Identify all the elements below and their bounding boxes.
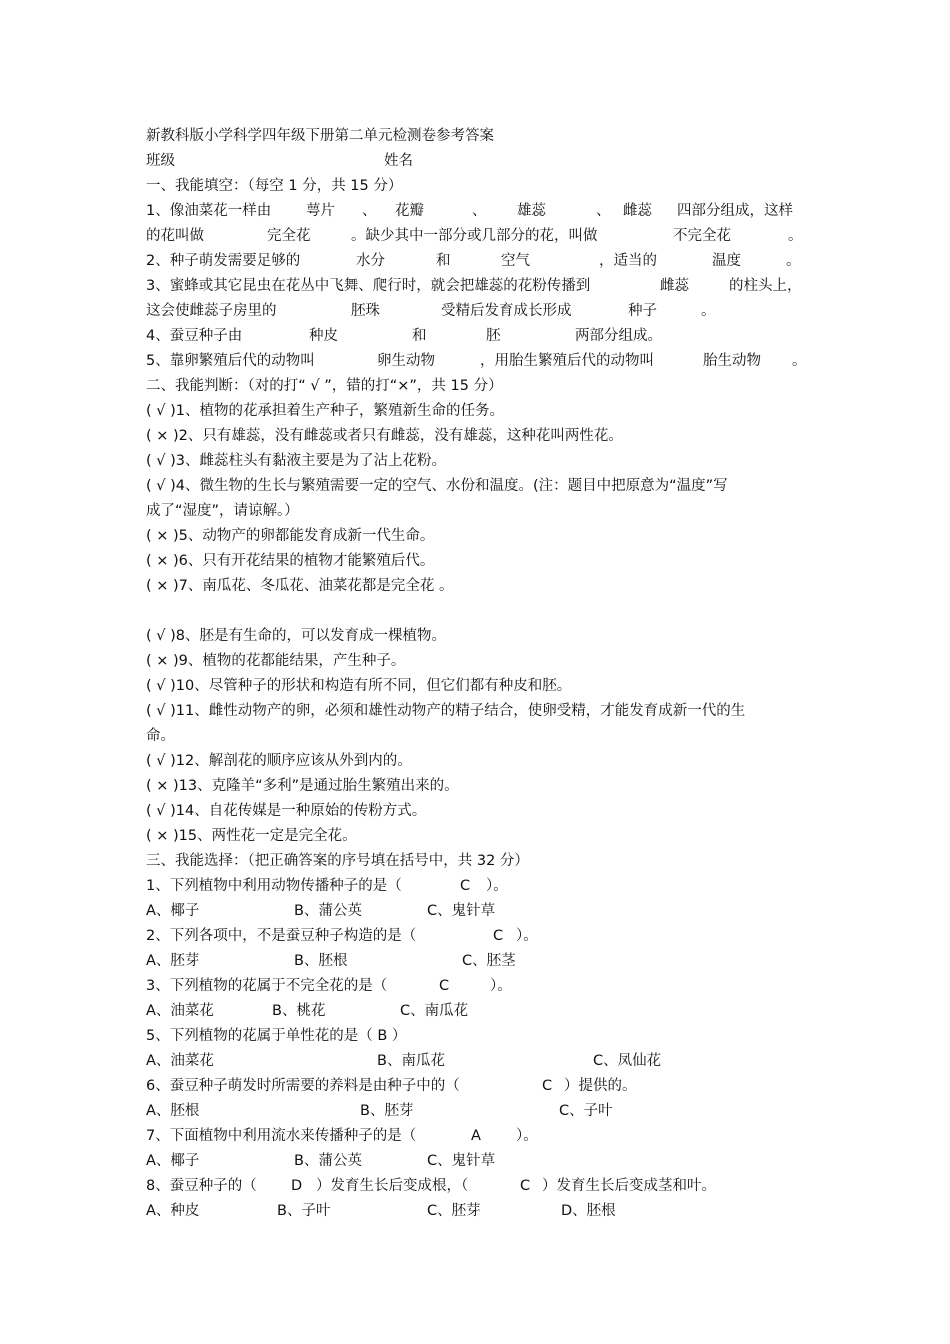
choice-answer: C (493, 928, 504, 944)
choice-answer: C (542, 1078, 553, 1094)
judge-text: ( × )9、植物的花都能结果，产生种子。 (146, 653, 406, 669)
choice-option: C、鬼针草 (427, 1153, 496, 1169)
judge-text: ( × )13、克隆羊“多利”是通过胎生繁殖出来的。 (146, 778, 459, 794)
judge-text: ( √ )12、解剖花的顺序应该从外到内的。 (146, 753, 412, 769)
q1-answer-complete: 完全花 (267, 228, 311, 244)
judge-item (146, 774, 816, 799)
q2-answer-water: 水分 (356, 253, 385, 269)
judge-item (146, 799, 816, 824)
q2-text: 和 (436, 253, 451, 269)
judge-text: 成了“湿度”，请谅解。） (146, 503, 299, 519)
choice-option: C、胚茎 (462, 953, 516, 969)
choice-option: A、胚根 (146, 1103, 200, 1119)
choice-question: 2、下列各项中，不是蚕豆种子构造的是（ (146, 928, 417, 944)
q3-text: 受精后发育成长形成 (441, 303, 572, 319)
choice-option: C、南瓜花 (400, 1003, 469, 1019)
choice-question: ）发育生长后变成茎和叶。 (542, 1178, 716, 1194)
choice-q7-options (146, 1149, 816, 1174)
q5-text: ，用胎生繁殖后代的动物叫 (480, 353, 654, 369)
q4-text: 两部分组成。 (575, 328, 662, 344)
fill-q5-line (146, 349, 816, 374)
choice-q5 (146, 1024, 816, 1049)
class-label: 班级 (146, 153, 175, 169)
choice-q8-options (146, 1199, 816, 1224)
q1-sep: 、 (596, 203, 611, 219)
header-line (146, 149, 816, 174)
choice-option: A、胚芽 (146, 953, 200, 969)
judge-item (146, 449, 816, 474)
fill-q3-line1 (146, 274, 816, 299)
choice-question: ）发育生长后变成根，（ (316, 1178, 469, 1194)
choice-option: A、油菜花 (146, 1003, 214, 1019)
fill-q3-line2 (146, 299, 816, 324)
judge-text: ( × )5、动物产的卵都能发育成新一代生命。 (146, 528, 435, 544)
q1-text: 。缺少其中一部分或几部分的花，叫做 (351, 228, 598, 244)
choice-question: ）。 (516, 1128, 538, 1144)
judge-item (146, 724, 816, 749)
choice-question: 5、下列植物的花属于单性花的是（ B ） (146, 1028, 407, 1044)
q5-answer-viviparous: 胎生动物 (703, 353, 761, 369)
choice-q8 (146, 1174, 816, 1199)
q1-sep: 、 (362, 203, 377, 219)
judge-text: ( × )6、只有开花结果的植物才能繁殖后代。 (146, 553, 435, 569)
judge-item (146, 499, 816, 524)
judge-text: ( × )2、只有雄蕊，没有雌蕊或者只有雌蕊，没有雄蕊，这种花叫两性花。 (146, 428, 623, 444)
choice-option: B、蒲公英 (294, 1153, 362, 1169)
judge-text: ( √ )3、雌蕊柱头有黏液主要是为了沾上花粉。 (146, 453, 446, 469)
judge-item (146, 674, 816, 699)
judge-text: ( √ )1、植物的花承担着生产种子，繁殖新生命的任务。 (146, 403, 504, 419)
fill-q1-line2 (146, 224, 816, 249)
choice-q1 (146, 874, 816, 899)
q1-sep: 、 (472, 203, 487, 219)
q3-text: 3、蜜蜂或其它昆虫在花丛中飞舞、爬行时，就会把雄蕊的花粉传播到 (146, 278, 591, 294)
judge-text: ( √ )14、自花传媒是一种原始的传粉方式。 (146, 803, 427, 819)
fill-heading: 一、我能填空：（每空 1 分，共 15 分） (146, 178, 403, 194)
q3-text: 。 (701, 303, 716, 319)
choice-q3 (146, 974, 816, 999)
fill-q4-line (146, 324, 816, 349)
choice-question: ）。 (490, 978, 512, 994)
fill-q2-line (146, 249, 816, 274)
choice-answer: D (291, 1178, 303, 1194)
q3-text: 这会使雌蕊子房里的 (146, 303, 277, 319)
blank-line (146, 599, 816, 624)
q3-text: 的柱头上， (729, 278, 802, 294)
choice-answer: A (471, 1128, 481, 1144)
choice-heading: 三、我能选择：（把正确答案的序号填在括号中，共 32 分） (146, 853, 529, 869)
judge-item (146, 424, 816, 449)
choice-q5-options (146, 1049, 816, 1074)
q1-answer-incomplete: 不完全花 (673, 228, 731, 244)
choice-option: C、鬼针草 (427, 903, 496, 919)
choice-q1-options (146, 899, 816, 924)
judge-text: ( × )7、南瓜花、冬瓜花、油菜花都是完全花 。 (146, 578, 454, 594)
answer-document (146, 124, 816, 1224)
q4-text: 和 (412, 328, 427, 344)
judge-heading: 二、我能判断：（对的打“ √ ”，错的打“×”，共 15 分） (146, 378, 503, 394)
judge-item (146, 399, 816, 424)
choice-question: 8、蚕豆种子的（ (146, 1178, 257, 1194)
choice-option: B、蒲公英 (294, 903, 362, 919)
choice-question: ）提供的。 (564, 1078, 637, 1094)
choice-option: C、子叶 (559, 1103, 613, 1119)
choice-option: B、桃花 (272, 1003, 326, 1019)
q1-text: 四部分组成，这样 (677, 203, 793, 219)
judge-text: ( × )15、两性花一定是完全花。 (146, 828, 357, 844)
choice-question: 1、下列植物中利用动物传播种子的是（ (146, 878, 402, 894)
choice-option: B、胚芽 (360, 1103, 414, 1119)
fill-q1-line1 (146, 199, 816, 224)
doc-title-line (146, 124, 816, 149)
choice-q2-options (146, 949, 816, 974)
judge-text: ( √ )10、尽管种子的形状和构造有所不同，但它们都有种皮和胚。 (146, 678, 572, 694)
judge-text: ( √ )8、胚是有生命的，可以发育成一棵植物。 (146, 628, 446, 644)
q2-text: ，适当的 (599, 253, 657, 269)
choice-q2 (146, 924, 816, 949)
judge-item (146, 574, 816, 599)
choice-question: 7、下面植物中利用流水来传播种子的是（ (146, 1128, 417, 1144)
choice-heading-line (146, 849, 816, 874)
judge-item (146, 699, 816, 724)
q5-text: 5、靠卵繁殖后代的动物叫 (146, 353, 315, 369)
choice-question: ）。 (516, 928, 538, 944)
q1-answer-stamen: 雄蕊 (517, 203, 546, 219)
choice-option: A、油菜花 (146, 1053, 214, 1069)
judge-item (146, 474, 816, 499)
q2-answer-air: 空气 (501, 253, 530, 269)
q5-answer-oviparous: 卵生动物 (377, 353, 435, 369)
judge-text: 命。 (146, 728, 175, 744)
q2-text: 2、种子萌发需要足够的 (146, 253, 301, 269)
choice-question: ）。 (486, 878, 508, 894)
q2-text: 。 (786, 253, 801, 269)
choice-option: B、南瓜花 (377, 1053, 445, 1069)
q4-text: 4、蚕豆种子由 (146, 328, 243, 344)
judge-item (146, 824, 816, 849)
choice-option: D、胚根 (561, 1203, 616, 1219)
choice-question: 3、下列植物的花属于不完全花的是（ (146, 978, 388, 994)
q4-answer-embryo: 胚 (486, 328, 501, 344)
q1-answer-sepals: 萼片 (306, 203, 335, 219)
choice-answer: C (520, 1178, 531, 1194)
q4-answer-seedcoat: 种皮 (309, 328, 338, 344)
judge-heading-line (146, 374, 816, 399)
choice-option: B、子叶 (277, 1203, 331, 1219)
choice-option: B、胚根 (294, 953, 348, 969)
choice-option: A、椰子 (146, 1153, 200, 1169)
name-label: 姓名 (384, 153, 413, 169)
fill-heading-line (146, 174, 816, 199)
judge-item (146, 624, 816, 649)
choice-option: A、椰子 (146, 903, 200, 919)
q2-answer-temperature: 温度 (712, 253, 741, 269)
q3-answer-ovule: 胚珠 (351, 303, 380, 319)
q1-text: 1、像油菜花一样由 (146, 203, 272, 219)
choice-q3-options (146, 999, 816, 1024)
judge-text: ( √ )4、微生物的生长与繁殖需要一定的空气、水份和温度。(注：题目中把原意为“温度”写 (146, 478, 728, 494)
q5-text: 。 (792, 353, 807, 369)
judge-item (146, 549, 816, 574)
choice-option: C、凤仙花 (593, 1053, 662, 1069)
judge-text: ( √ )11、雌性动物产的卵，必须和雄性动物产的精子结合，使卵受精，才能发育成新一代的生 (146, 703, 746, 719)
judge-item (146, 524, 816, 549)
q3-answer-seed: 种子 (628, 303, 657, 319)
choice-question: 6、蚕豆种子萌发时所需要的养料是由种子中的（ (146, 1078, 460, 1094)
choice-answer: C (439, 978, 450, 994)
q3-answer-pistil: 雌蕊 (660, 278, 689, 294)
choice-q7 (146, 1124, 816, 1149)
doc-title: 新教科版小学科学四年级下册第二单元检测卷参考答案 (146, 128, 494, 144)
choice-answer: C (460, 878, 471, 894)
choice-option: C、胚芽 (427, 1203, 481, 1219)
judge-item (146, 749, 816, 774)
q1-answer-petals: 花瓣 (395, 203, 424, 219)
choice-q6-options (146, 1099, 816, 1124)
q1-answer-pistil: 雌蕊 (623, 203, 652, 219)
q1-text: 的花叫做 (146, 228, 204, 244)
choice-q6 (146, 1074, 816, 1099)
judge-item (146, 649, 816, 674)
choice-option: A、种皮 (146, 1203, 200, 1219)
q1-text: 。 (788, 228, 803, 244)
